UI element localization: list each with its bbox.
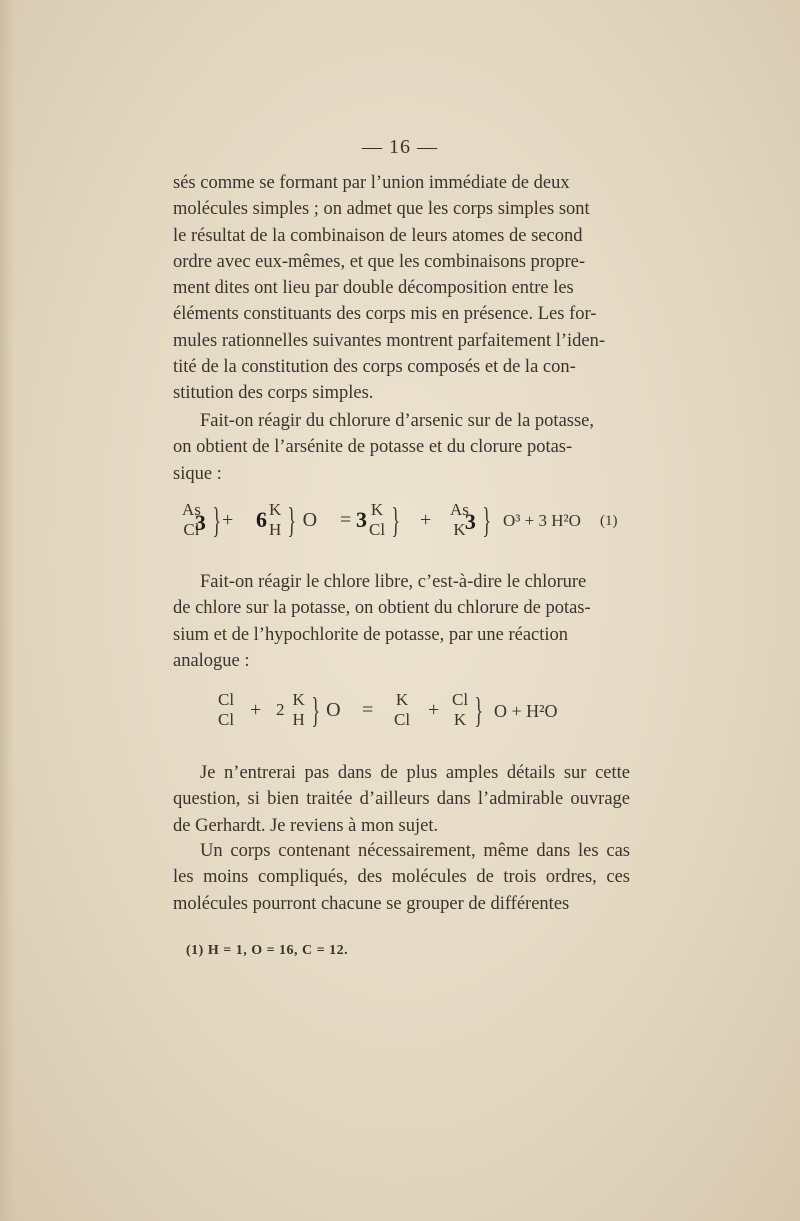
paragraph-line: molécules simples ; on admet que les corps simples sont (173, 199, 590, 220)
paragraph-line: Fait-on réagir le chlore libre, c’est-à-dire le chlorure (200, 572, 587, 592)
brace: } (287, 500, 297, 540)
page-number: — 16 — (362, 136, 438, 158)
brace: } (474, 690, 484, 730)
paragraph-line: ment dites ont lieu par double décomposition entre les (173, 278, 574, 299)
formula-symbol: K (370, 500, 384, 519)
formula-symbol: H (292, 710, 305, 729)
equals-sign: = (362, 699, 374, 721)
paragraph-line: mules rationnelles suivantes montrent parfaitement l’iden- (173, 330, 606, 351)
brace: } (482, 500, 491, 540)
formula-coefficient: 6 (256, 507, 267, 532)
formula-symbol: As (182, 500, 201, 519)
paragraph-5: Un corps contenant nécessairement, même dans les cas les moins compliqués, des molécules de trois ordres, ces molécules pourront chacune se grouper de différentes (173, 841, 630, 914)
formula-symbol: O (302, 508, 318, 531)
paragraph-line: sium et de l’hypochlorite de potasse, par une réaction (173, 624, 569, 645)
paragraph-line: sique : (173, 463, 222, 484)
paragraph-line: analogue : (173, 650, 250, 671)
paragraph-line: de chlore sur la potasse, on obtient du chlorure de potas- (173, 598, 591, 619)
paragraph-2 (173, 408, 630, 487)
formula-coefficient: 3 (194, 510, 206, 535)
brace: } (212, 500, 221, 540)
paragraph-3 (173, 569, 630, 674)
paragraph-4: Je n’entrerai pas dans de plus amples détails sur cette question, si bien traitée d’ailleurs dans l’admirable ouvrage de Gerhardt. Je reviens à mon sujet. (173, 763, 630, 836)
formula-symbol: Cl (369, 520, 386, 539)
formula-symbol: As (450, 500, 469, 519)
formula-coefficient: 3 (464, 509, 476, 534)
formula-symbol: K (292, 690, 305, 709)
formula-symbol: H (269, 520, 282, 539)
paragraph-line: éléments constituants des corps mis en présence. Les for- (173, 304, 597, 325)
paragraph-line: sés comme se formant par l’union immédiate de deux (173, 173, 570, 193)
plus-sign: + (428, 699, 440, 721)
equals-sign: = (340, 509, 352, 531)
brace: } (311, 690, 320, 730)
formula-term-2 (269, 500, 281, 540)
paragraph-1 (173, 170, 630, 407)
formula-symbol: Cl (394, 710, 411, 729)
plus-sign: + (250, 699, 262, 721)
paragraph-line: ordre avec eux-mêmes, et que les combinaisons propre- (173, 251, 585, 272)
formula-symbol: Cl (183, 520, 200, 539)
formula-symbol: Cl (218, 690, 235, 709)
formula-products: O³ + 3 H²O (503, 511, 581, 530)
footnote: (1) H = 1, O = 16, C = 12. (186, 943, 349, 958)
paragraph-line: Fait-on réagir du chlorure d’arsenic sur de la potasse, (200, 411, 595, 431)
brace: } (391, 500, 401, 540)
footnote-reference: (1) (600, 513, 618, 529)
formula-products: O + H²O (494, 701, 558, 721)
paragraph-line: stitution des corps simples. (173, 383, 374, 404)
formula-symbol: K (395, 690, 409, 709)
formula-term-3 (369, 500, 385, 540)
plus-sign: + (222, 509, 234, 531)
formula-term-3 (394, 690, 410, 730)
formula-term-4 (452, 690, 468, 730)
formula-symbol: Cl (452, 690, 469, 709)
formula-symbol: K (453, 520, 466, 539)
formula-term-1 (218, 690, 234, 730)
paragraph-line: tité de la constitution des corps composés et de la con- (173, 357, 576, 378)
formula-coefficient: 2 (276, 700, 285, 719)
formula-symbol: Cl (218, 710, 235, 729)
paragraph-line: on obtient de l’arsénite de potasse et du clorure potas- (173, 437, 573, 458)
page-edge-shadow (0, 0, 14, 1221)
formula-term-2 (293, 690, 305, 730)
formula-symbol: K (453, 710, 467, 729)
formula-coefficient: 3 (356, 507, 367, 532)
formula-symbol: O (326, 698, 341, 721)
paragraph-line: le résultat de la combinaison de leurs atomes de second (173, 225, 583, 246)
formula-symbol: K (269, 500, 282, 519)
plus-sign: + (420, 509, 432, 531)
